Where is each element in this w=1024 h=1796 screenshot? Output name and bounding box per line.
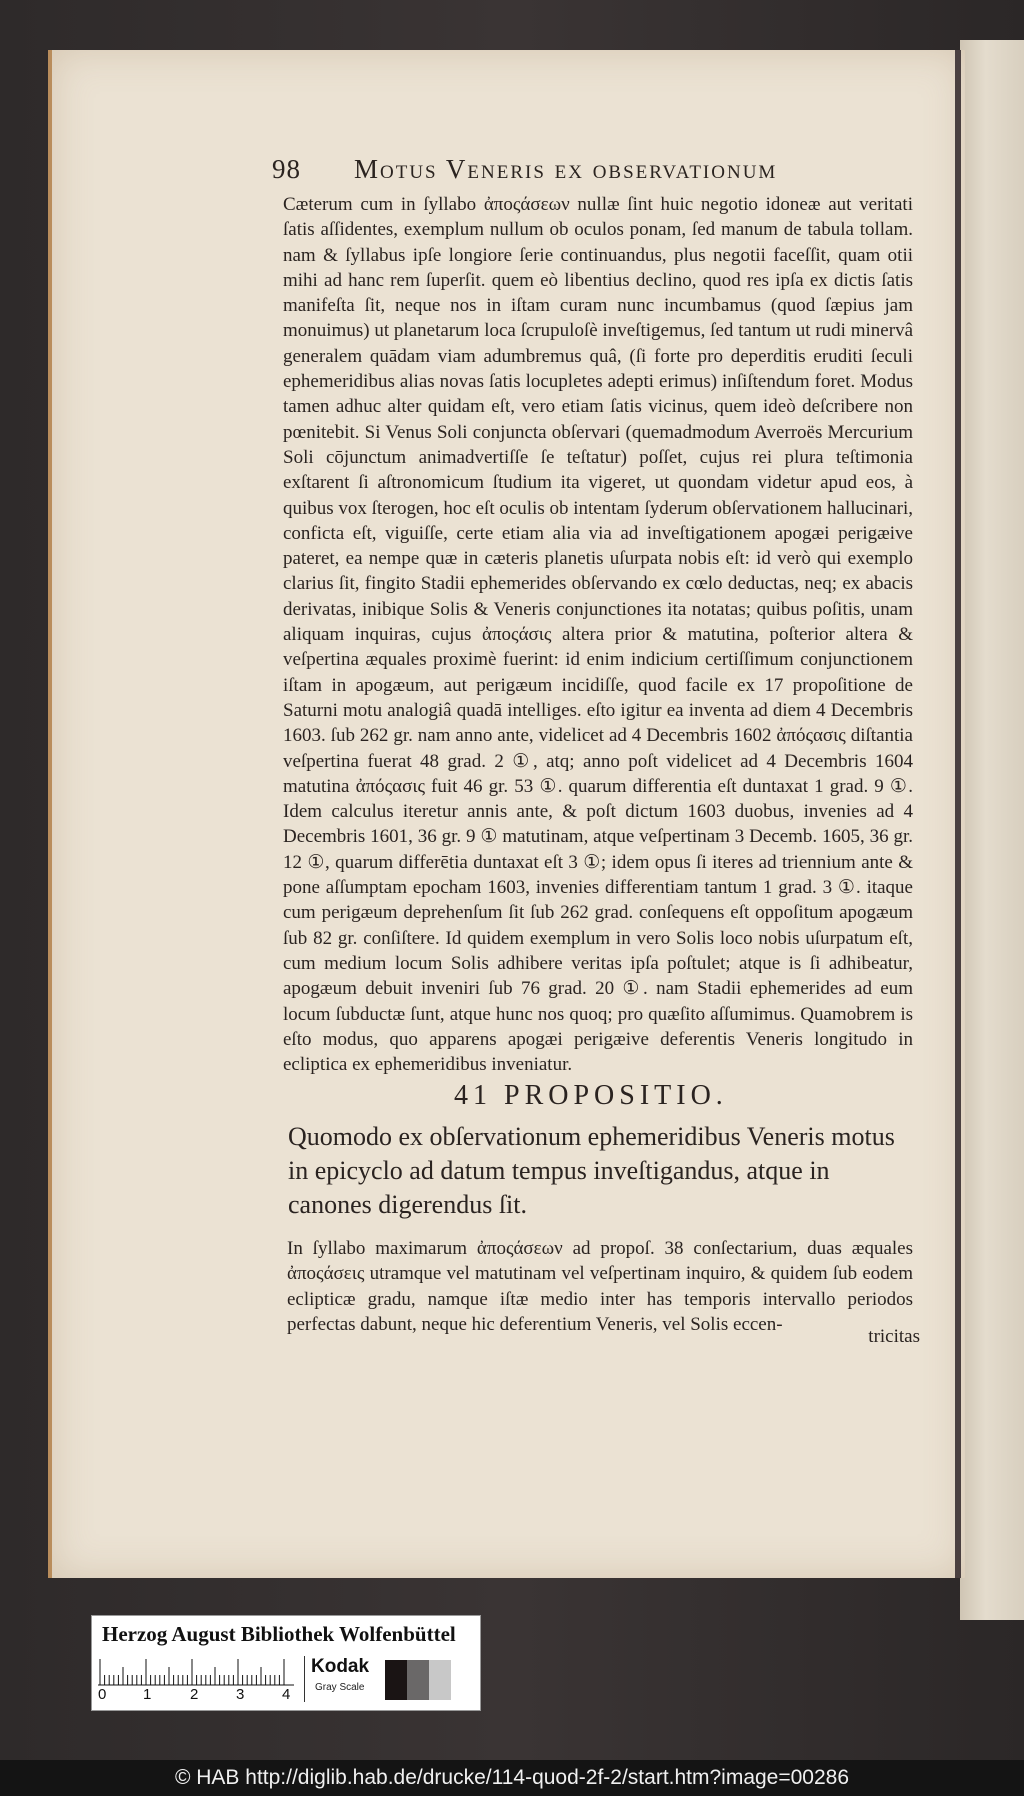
page-number: 98 xyxy=(272,154,301,184)
proposition-heading: 41 PROPOSITIO. xyxy=(454,1080,728,1111)
scale-number: 1 xyxy=(143,1686,152,1703)
institution-name: Herzog August Bibliothek Wolfenbüttel xyxy=(102,1622,456,1646)
next-page-edge xyxy=(960,40,1024,1620)
page-header xyxy=(272,154,912,186)
running-title: Motus Veneris ex observationum xyxy=(354,154,778,184)
gray-swatch-black xyxy=(385,1660,407,1700)
copyright-link[interactable]: © HAB http://diglib.hab.de/drucke/114-quod-2f-2/start.htm?image=00286 xyxy=(174,1766,850,1789)
gray-swatch-light xyxy=(429,1660,451,1700)
gutter-shadow xyxy=(955,50,961,1578)
ruler-numbers xyxy=(98,1686,298,1706)
gray-swatch-mid xyxy=(407,1660,429,1700)
body-paragraph: Cæterum cum in ſyllabo ἀποςάσεων nullæ ſint huic negotio idoneæ aut veritati ſatis aſſidentes, exemplum nullum ob oculos ponam, ſed manum de tabula tollam. nam & ſyllabus ipſe longiore ſerie continuandus, plus negotii faceſſit, quam otii mihi ad hanc rem ſuperſit. quem eò libentius declino, quod res ipſa ex dictis ſatis manifeſta ſit, neque nos in iſtam curam nunc incumbamus (quod ſæpius jam monuimus) ut planetarum loca ſcrupuloſè inveſtigemus, ſed tantum ut rudi minervâ generalem quādam viam adumbremus quâ, (ſi forte pro deperditis eruditi ſeculi ephemeridibus alias novas ſatis locupletes adepti erimus) inſiſtendum foret. Modus tamen adhuc alter quidam eſt, vero etiam ſatis vicinus, quem ideò deſcribere non pœnitebit. Si Venus Soli conjuncta obſervari (quemadmodum Averroës Mercurium Soli cōjunctum animadvertiſſe ſe teſtatur) poſſet, cujus rei plura teſtimonia exſtarent ſi aſtronomicum ſtudium ita vigeret, ut quondam videtur apud eos, à quibus vox ſterogen, hoc eſt oculis ob intentam ſyderum obſervationem hallucinari, conficta eſt, viguiſſe, certe etiam alia via ad inveſtigationem apogæi perigæive pateret, ea nempe quæ in cæteris planetis uſurpata nobis eſt: id verò qui exemplo clarius ſit, fingito Stadii ephemerides obſervando ex cœlo deductas, neq; ex abacis derivatas, inibique Solis & Veneris conjunctiones ita notatas; quibus poſitis, unam aliquam inquiras, cujus ἀποςάσις altera prior & matutina, poſterior altera & veſpertina æquales proximè fuerint: id enim indicium certiſſimum conjunctionem iſtam in apogæum, aut perigæum incidiſſe, quod facile ex 17 propoſitione de Saturni motu analogiâ quadā intelliges. eſto igitur ea inventa ad diem 4 Decembris 1603. ſub 262 gr. nam anno ante, videlicet ad 4 Decembris 1602 ἀπόςασις diſtantia veſpertina fuerat 48 grad. 2 ①, atq; anno poſt videlicet ad 4 Decembris 1604 matutina ἀπόςασις fuit 46 gr. 53 ①. quarum differentia eſt duntaxat 1 grad. 9 ①. Idem calculus iteretur annis ante, & poſt dictum 1603 duobus, invenies ad 4 Decembris 1601, 36 gr. 9 ① matutinam, atque veſpertinam 3 Decemb. 1605, 36 gr. 12 ①, quarum differētia duntaxat eſt 3 ①; idem opus ſi iteres ad triennium ante & pone aſſumptam epocham 1603, invenies differentiam tantum 1 grad. 3 ①. itaque cum perigæum deprehenſum ſit ſub 262 grad. conſequens eſt oppoſitum apogæum ſub 82 gr. conſiſtere. Id quidem exemplum in vero Solis loco nobis uſurpatum eſt, cum medium locum Solis adhibere veritas ipſa poſtulet; atque is ſi adhibeatur, apogæum debuit inveniri ſub 76 grad. 20 ①. nam Stadii ephemerides ad eum locum ſubductæ ſunt, atque hunc nos quoq; pro quæſito aſſumimus. Quamobrem is eſto modus, quo apparens apogæi perigæive deferentis Veneris longitudo in ecliptica ex ephemeridibus inveniatur. xyxy=(283,194,914,1076)
scale-number: 3 xyxy=(236,1686,245,1703)
scale-number: 2 xyxy=(190,1686,199,1703)
scale-number: 4 xyxy=(282,1686,291,1703)
scale-number: 0 xyxy=(98,1686,107,1703)
ruler-scale xyxy=(98,1656,298,1686)
proposition-body: In ſyllabo maximarum ἀποςάσεων ad propoſ. 38 conſectarium, duas æquales ἀποςάσεις utramque vel matutinam vel veſpertinam inquiro, & quidem ſub eodem eclipticæ gradu, namque iſtæ medio inter has temporis intervallo periodos perfectas dabunt, neque hic deferentium Veneris, vel Solis eccen- xyxy=(287,1238,913,1335)
main-text-block xyxy=(283,192,913,1077)
kodak-subtitle: Gray Scale xyxy=(315,1682,365,1693)
color-card xyxy=(91,1615,481,1711)
proposition-title: Quomodo ex obſervationum ephemeridibus Veneris motus in epicyclo ad datum tempus inveſtigandus, atque in canones digerendus ſit. xyxy=(288,1122,895,1219)
footer-bar xyxy=(0,1760,1024,1796)
kodak-brand: Kodak xyxy=(311,1656,370,1677)
catchword: tricitas xyxy=(868,1326,920,1347)
kodak-gray-scale xyxy=(304,1656,471,1702)
